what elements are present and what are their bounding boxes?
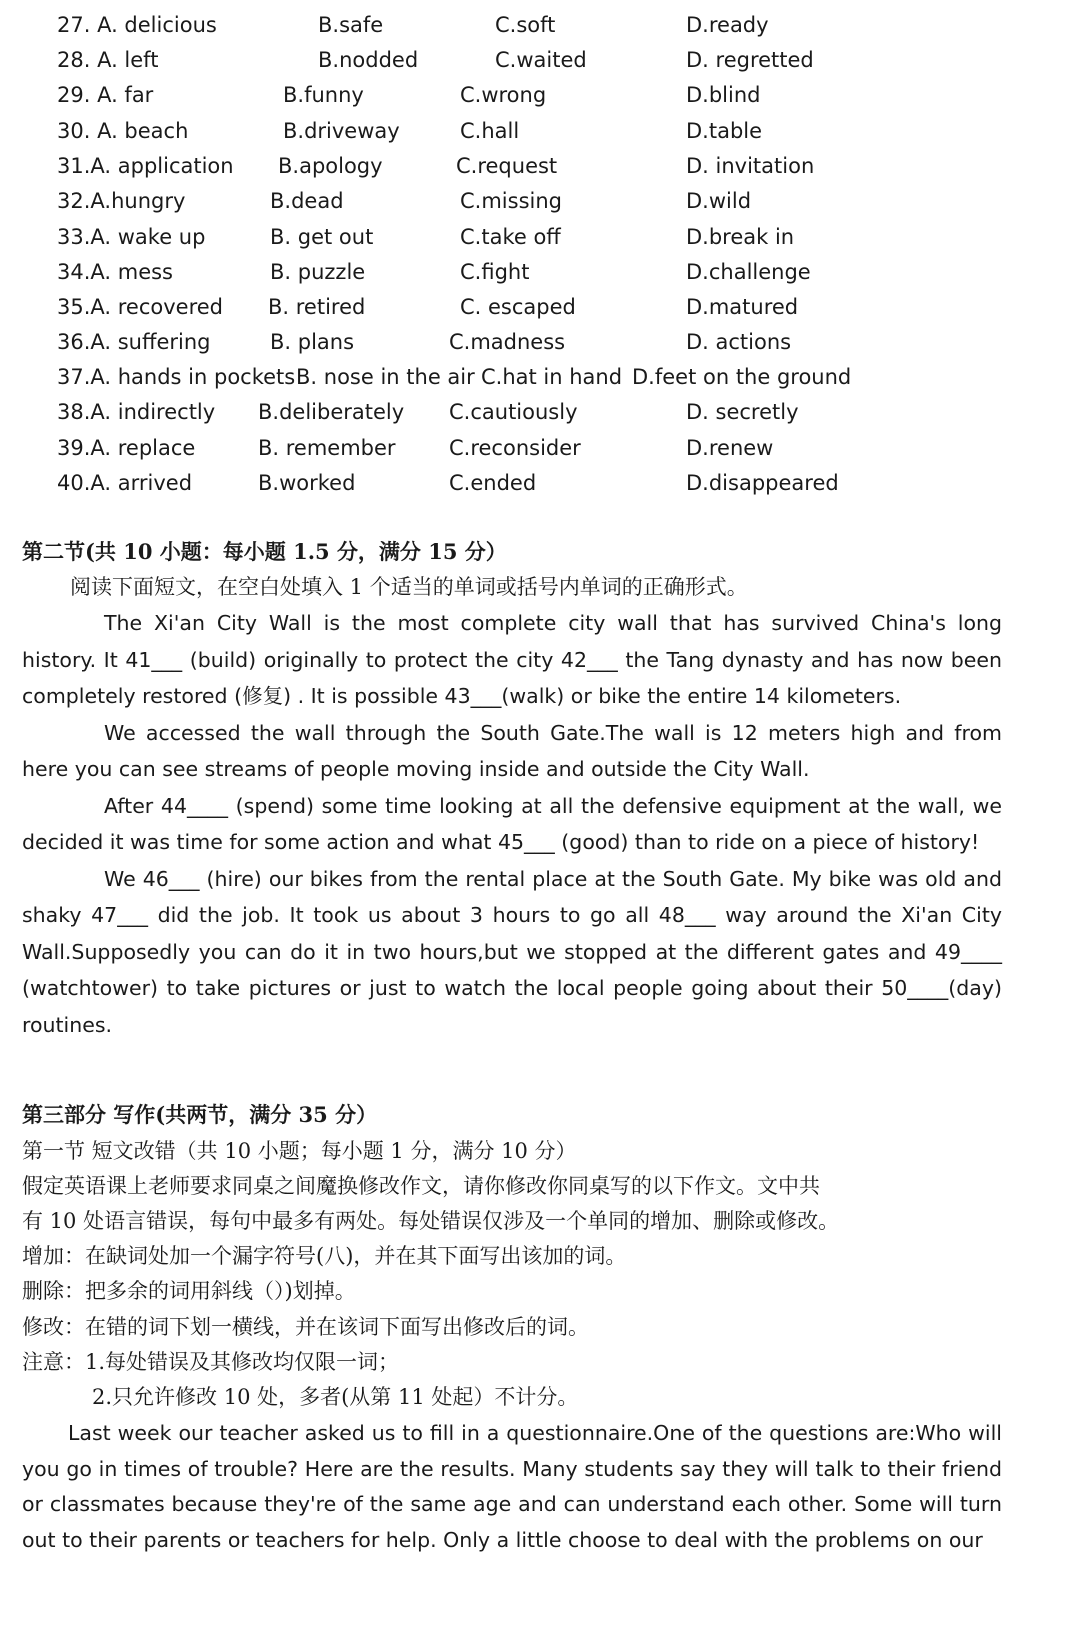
option-d: D. invitation	[686, 154, 815, 178]
option-d: D.blind	[686, 83, 761, 107]
option-c: C.waited	[495, 48, 587, 72]
option-b: B. plans	[270, 330, 355, 354]
section2-instruction: 阅读下面短文，在空白处填入 1 个适当的单词或括号内单词的正确形式。	[70, 575, 748, 599]
option-a: 31.A. application	[57, 154, 234, 178]
option-c: C.cautiously	[449, 400, 578, 424]
option-b: B.nodded	[318, 48, 419, 72]
option-a: 39.A. replace	[57, 436, 196, 460]
option-c: C.soft	[495, 13, 556, 37]
option-c: C.request	[456, 154, 558, 178]
option-a: 34.A. mess	[57, 260, 174, 284]
instruction-line: 增加：在缺词处加一个漏字符号(八)，并在其下面写出该加的词。	[22, 1244, 627, 1268]
option-c: C.hat in hand	[481, 365, 623, 389]
option-a: 30. A. beach	[57, 119, 189, 143]
option-b: B. nose in the air	[296, 365, 475, 389]
option-a: 40.A. arrived	[57, 471, 193, 495]
option-b: B.apology	[278, 154, 383, 178]
part3-subtitle: 第一节 短文改错（共 10 小题；每小题 1 分，满分 10 分）	[22, 1139, 577, 1163]
option-a: 33.A. wake up	[57, 225, 206, 249]
option-a: 35.A. recovered	[57, 295, 224, 319]
option-b: B.safe	[318, 13, 384, 37]
option-c: C.madness	[449, 330, 566, 354]
instruction-line: 修改：在错的词下划一横线，并在该词下面写出修改后的词。	[22, 1315, 589, 1339]
option-c: C. escaped	[460, 295, 576, 319]
option-b: B.funny	[283, 83, 364, 107]
option-b: B.worked	[258, 471, 356, 495]
option-b: B. get out	[270, 225, 374, 249]
option-c: C.missing	[460, 189, 562, 213]
option-d: D.matured	[686, 295, 799, 319]
option-d: D.renew	[686, 436, 774, 460]
option-b: B.dead	[270, 189, 344, 213]
passage-paragraph: We 46___ (hire) our bikes from the rental place at the South Gate. My bike was old and shaky 47___ did the job. It took us about 3 hours to go all 48___ way around the Xi'an City Wall.Supposedly you can do it in two hours,but we stopped at the different gates and 49____ (watchtower) to take pictures or just to watch the local people going about their 50____(day) routines.	[22, 866, 1002, 1037]
option-d: D. regretted	[686, 48, 814, 72]
option-d: D.ready	[686, 13, 769, 37]
option-d: D. secretly	[686, 400, 799, 424]
option-d: D.feet on the ground	[632, 365, 852, 389]
option-a: 37.A. hands in pockets	[57, 365, 296, 389]
option-c: C.wrong	[460, 83, 547, 107]
option-d: D.break in	[686, 225, 795, 249]
option-c: C.hall	[460, 119, 520, 143]
option-c: C.fight	[460, 260, 530, 284]
passage-paragraph: The Xi'an City Wall is the most complete city wall that has survived China's long history. It 41___ (build) originally to protect the city 42___ the Tang dynasty and has now been completely restored (修复) . It is possible 43___(walk) or bike the entire 14 kilometers.	[22, 611, 1002, 708]
option-a: 27. A. delicious	[57, 13, 217, 37]
instruction-line: 删除：把多余的词用斜线（）)划掉。	[22, 1279, 356, 1303]
instruction-note: 2.只允许修改 10 处，多者(从第 11 处起）不计分。	[92, 1385, 579, 1409]
option-c: C.take off	[460, 225, 561, 249]
option-d: D. actions	[686, 330, 792, 354]
option-d: D.disappeared	[686, 471, 839, 495]
option-b: B. puzzle	[270, 260, 366, 284]
option-a: 29. A. far	[57, 83, 154, 107]
passage-paragraph: After 44____ (spend) some time looking at all the defensive equipment at the wall, we decided it was time for some action and what 45___ (good) than to ride on a piece of history!	[22, 793, 1002, 854]
option-b: B. remember	[258, 436, 396, 460]
essay-paragraph: Last week our teacher asked us to fill in a questionnaire.One of the questions are:Who will you go in times of trouble? Here are the results. Many students say they will talk to their friend or classmates because they're of the same age and can understand each other. Some will turn out to their parents or teachers for help. Only a little choose to deal with the problems on our	[22, 1421, 1002, 1552]
option-b: B.driveway	[283, 119, 400, 143]
instruction-line: 有 10 处语言错误，每句中最多有两处。每处错误仅涉及一个单同的增加、删除或修改。	[22, 1209, 840, 1233]
instruction-line: 注意：1.每处错误及其修改均仅限一词；	[22, 1350, 400, 1374]
passage-paragraph: We accessed the wall through the South Gate.The wall is 12 meters high and from here you can see streams of people moving inside and outside the City Wall.	[22, 720, 1002, 781]
option-d: D.table	[686, 119, 763, 143]
option-d: D.challenge	[686, 260, 811, 284]
option-d: D.wild	[686, 189, 752, 213]
option-a: 28. A. left	[57, 48, 159, 72]
section2-title: 第二节(共 10 小题：每小题 1.5 分，满分 15 分）	[22, 539, 507, 564]
essay	[22, 1416, 1002, 1558]
option-b: B.deliberately	[258, 400, 405, 424]
option-c: C.reconsider	[449, 436, 581, 460]
option-a: 38.A. indirectly	[57, 400, 216, 424]
option-a: 36.A. suffering	[57, 330, 211, 354]
option-a: 32.A.hungry	[57, 189, 186, 213]
option-c: C.ended	[449, 471, 537, 495]
passage	[22, 605, 1002, 1043]
instruction-line: 假定英语课上老师要求同桌之间魔换修改作文，请你修改你同桌写的以下作文。文中共	[22, 1174, 820, 1198]
part3-title: 第三部分 写作(共两节，满分 35 分）	[22, 1102, 378, 1127]
option-b: B. retired	[268, 295, 366, 319]
